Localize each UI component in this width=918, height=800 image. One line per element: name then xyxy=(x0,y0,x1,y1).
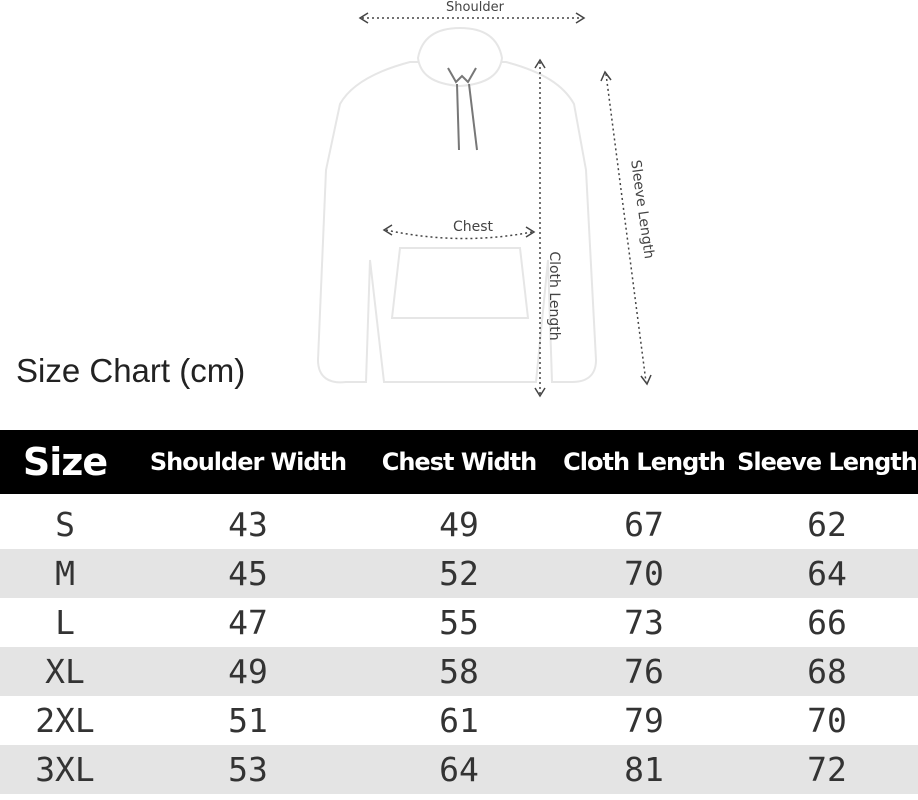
chest-width-cell: 49 xyxy=(366,500,552,549)
chest-label: Chest xyxy=(452,219,494,235)
size-cell: 3XL xyxy=(0,745,130,794)
sleeve-length-label: Sleeve Length xyxy=(627,158,657,260)
chest-width-cell: 52 xyxy=(366,549,552,598)
header-shoulder-width: Shoulder Width xyxy=(130,430,366,494)
size-chart-table xyxy=(0,430,918,794)
chest-width-cell: 61 xyxy=(366,696,552,745)
table-header-row xyxy=(0,430,918,494)
table-row xyxy=(0,745,918,794)
chest-width-cell: 64 xyxy=(366,745,552,794)
size-cell: L xyxy=(0,598,130,647)
sleeve-length-cell: 64 xyxy=(736,549,918,598)
sleeve-length-cell: 62 xyxy=(736,500,918,549)
shoulder-width-cell: 45 xyxy=(130,549,366,598)
size-cell: XL xyxy=(0,647,130,696)
chest-width-cell: 58 xyxy=(366,647,552,696)
sleeve-length-cell: 68 xyxy=(736,647,918,696)
header-chest-width: Chest Width xyxy=(366,430,552,494)
size-cell: M xyxy=(0,549,130,598)
shoulder-label: Shoulder xyxy=(446,0,504,15)
shoulder-width-cell: 53 xyxy=(130,745,366,794)
shoulder-width-cell: 51 xyxy=(130,696,366,745)
table-row xyxy=(0,500,918,549)
sleeve-length-cell: 66 xyxy=(736,598,918,647)
shoulder-width-cell: 49 xyxy=(130,647,366,696)
table-row xyxy=(0,549,918,598)
shoulder-width-cell: 43 xyxy=(130,500,366,549)
table-row xyxy=(0,696,918,745)
cloth-length-cell: 81 xyxy=(552,745,736,794)
size-cell: S xyxy=(0,500,130,549)
size-chart-title: Size Chart (cm) xyxy=(16,352,246,389)
cloth-length-cell: 79 xyxy=(552,696,736,745)
sleeve-length-cell: 72 xyxy=(736,745,918,794)
header-cloth-length: Cloth Length xyxy=(552,430,736,494)
cloth-length-cell: 73 xyxy=(552,598,736,647)
cloth-length-cell: 67 xyxy=(552,500,736,549)
cloth-length-cell: 76 xyxy=(552,647,736,696)
header-sleeve-length: Sleeve Length xyxy=(736,430,918,494)
table-row xyxy=(0,598,918,647)
shoulder-width-cell: 47 xyxy=(130,598,366,647)
sleeve-length-cell: 70 xyxy=(736,696,918,745)
size-cell: 2XL xyxy=(0,696,130,745)
chest-width-cell: 55 xyxy=(366,598,552,647)
table-row xyxy=(0,647,918,696)
cloth-length-label: Cloth Length xyxy=(546,251,562,341)
header-size: Size xyxy=(0,430,130,494)
cloth-length-cell: 70 xyxy=(552,549,736,598)
